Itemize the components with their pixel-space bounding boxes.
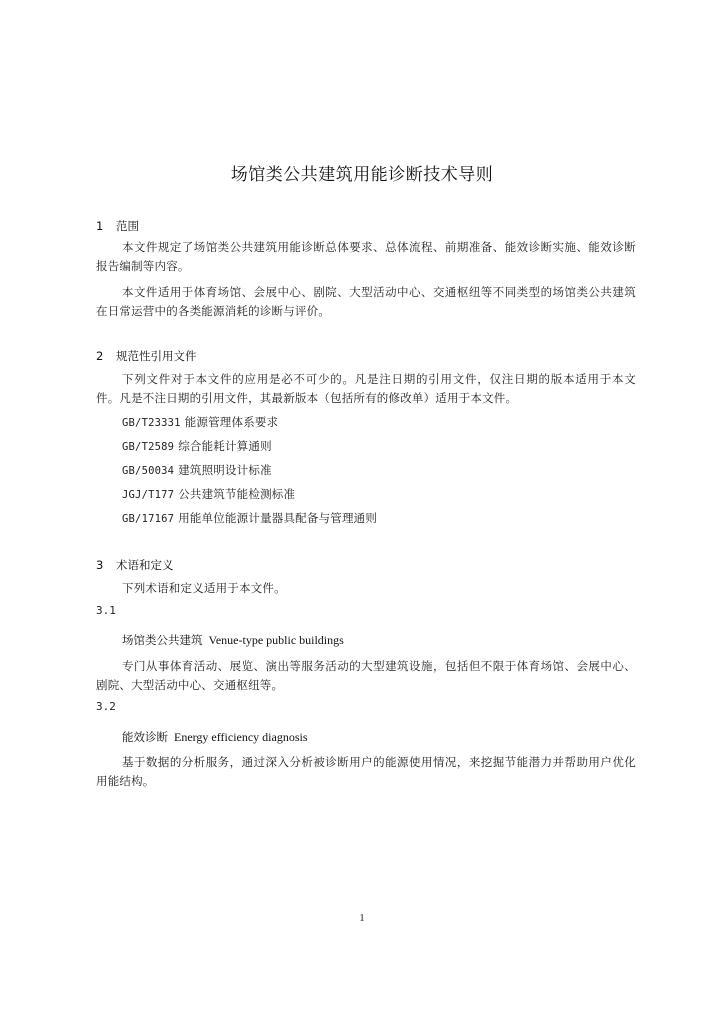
term-number: 3.2 xyxy=(96,700,116,713)
reference-name: 建筑照明设计标准 xyxy=(178,463,272,477)
paragraph: 本文件适用于体育场馆、会展中心、剧院、大型活动中心、交通枢纽等不同类型的场馆类公共建筑在日常运营中的各类能源消耗的诊断与评价。 xyxy=(96,285,636,318)
reference-item xyxy=(122,438,272,454)
reference-code: GB/T2589 xyxy=(122,441,175,453)
reference-code: GB/50034 xyxy=(122,465,175,477)
term-english: Energy efficiency diagnosis xyxy=(174,730,308,744)
reference-item xyxy=(122,486,295,502)
reference-code: GB/T23331 xyxy=(122,417,181,429)
paragraph: 下列文件对于本文件的应用是必不可少的。凡是注日期的引用文件，仅注日期的版本适用于本文件。凡是不注日期的引用文件，其最新版本（包括所有的修改单）适用于本文件。 xyxy=(96,372,636,405)
term-definition: 基于数据的分析服务，通过深入分析被诊断用户的能源使用情况，来挖掘节能潜力并帮助用户优化用能结构。 xyxy=(96,755,636,788)
reference-name: 综合能耗计算通则 xyxy=(178,439,272,453)
section-heading-normative-references xyxy=(96,348,197,364)
reference-code: GB/17167 xyxy=(122,513,175,525)
section-title: 规范性引用文件 xyxy=(116,349,197,363)
reference-name: 用能单位能源计量器具配备与管理通则 xyxy=(178,511,378,525)
reference-name: 能源管理体系要求 xyxy=(184,415,279,429)
section-heading-scope xyxy=(96,218,139,234)
term-definition: 专门从事体育活动、展览、演出等服务活动的大型建筑设施，包括但不限于体育场馆、会展中心、剧院、大型活动中心、交通枢纽等。 xyxy=(96,659,636,692)
term-heading xyxy=(122,729,308,745)
reference-code: JGJ/T177 xyxy=(122,489,175,501)
reference-name: 公共建筑节能检测标准 xyxy=(178,487,296,501)
term-chinese: 能效诊断 xyxy=(122,730,168,744)
paragraph: 下列术语和定义适用于本文件。 xyxy=(122,581,286,595)
reference-item xyxy=(122,462,272,478)
section-title: 术语和定义 xyxy=(116,558,174,572)
section-number: 1 xyxy=(96,219,104,233)
document-title: 场馆类公共建筑用能诊断技术导则 xyxy=(230,165,494,185)
reference-item xyxy=(122,414,278,430)
reference-item xyxy=(122,510,377,526)
term-english: Venue-type public buildings xyxy=(208,633,344,647)
paragraph: 本文件规定了场馆类公共建筑用能诊断总体要求、总体流程、前期准备、能效诊断实施、能效诊断报告编制等内容。 xyxy=(96,240,636,273)
term-heading xyxy=(122,632,344,648)
section-title: 范围 xyxy=(116,219,139,233)
page-number: 1 xyxy=(359,912,365,924)
section-number: 2 xyxy=(96,349,104,363)
term-number: 3.1 xyxy=(96,604,116,617)
term-chinese: 场馆类公共建筑 xyxy=(122,633,203,647)
section-heading-terms-definitions xyxy=(96,557,174,573)
section-number: 3 xyxy=(96,558,104,572)
